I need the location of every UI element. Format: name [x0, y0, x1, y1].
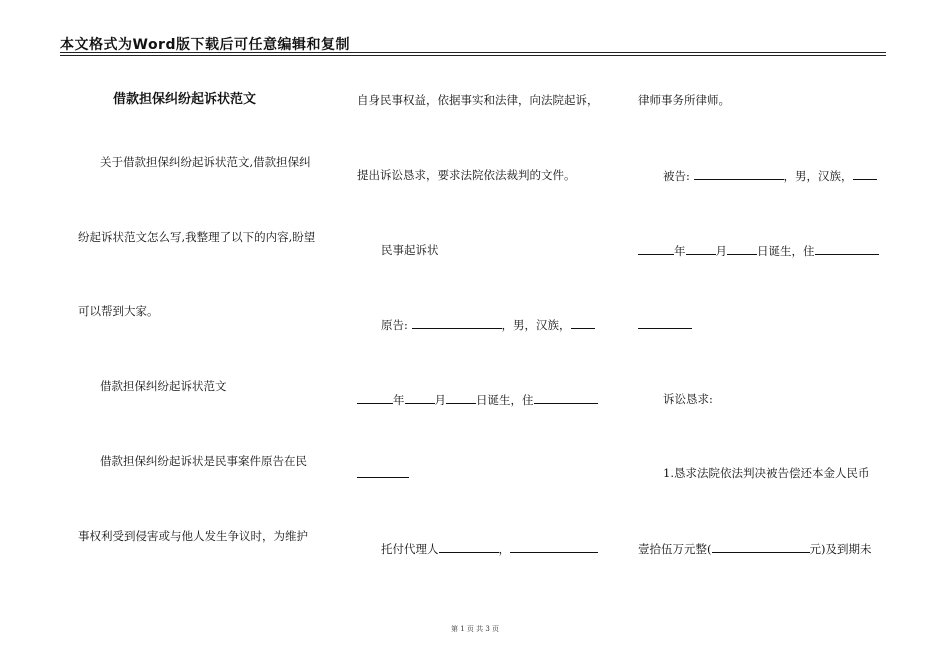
- fill-blank: [712, 541, 810, 553]
- header-rule-thin: [60, 55, 886, 56]
- agent-separator: ，: [498, 542, 510, 556]
- fill-blank: [412, 317, 502, 329]
- agent-label: 托付代理人: [381, 542, 439, 556]
- amount-tail: 元)及到期未: [809, 542, 872, 556]
- paragraph-line: 借款担保纠纷起诉状范文: [100, 379, 227, 393]
- year-label: 年: [393, 393, 405, 407]
- fill-blank: [727, 243, 757, 255]
- fill-blank: [638, 317, 692, 332]
- header-rule-thick: [60, 52, 886, 53]
- paragraph-line: 自身民事权益，依据事实和法律，向法院起诉，: [357, 93, 599, 107]
- birth-address-label: 日诞生，住: [757, 244, 815, 258]
- fill-blank: [439, 541, 499, 553]
- fill-blank: [510, 541, 598, 553]
- fill-blank: [357, 466, 409, 481]
- plaintiff-detail: ，男，汉族，: [501, 318, 571, 332]
- paragraph-line: 律师事务所律师。: [638, 93, 730, 107]
- birth-address-label: 日诞生，住: [476, 393, 534, 407]
- paragraph-line: 借款担保纠纷起诉状是民事案件原告在民: [100, 454, 307, 468]
- birth-line: [638, 243, 879, 258]
- paragraph-line: 纷起诉状范文怎么写,我整理了以下的内容,盼望: [78, 230, 316, 244]
- agent-line: [381, 541, 598, 556]
- doc-banner: 本文格式为Word版下载后可任意编辑和复制: [60, 37, 350, 53]
- fill-blank: [694, 168, 784, 180]
- plaintiff-line: [381, 317, 595, 332]
- fill-blank: [638, 243, 674, 255]
- fill-blank: [534, 392, 598, 404]
- month-label: 月: [434, 393, 446, 407]
- paragraph-line: 事权利受到侵害或与他人发生争议时，为维护: [78, 529, 308, 543]
- paragraph-line: 提出诉讼恳求，要求法院依法裁判的文件。: [357, 168, 576, 182]
- plaintiff-label: 原告:: [381, 318, 408, 332]
- page-footer: 第 1 页 共 3 页: [450, 625, 500, 633]
- fill-blank: [853, 168, 877, 180]
- defendant-line: [663, 168, 877, 183]
- section-heading: 民事起诉状: [381, 243, 439, 257]
- document-title: 借款担保纠纷起诉状范文: [113, 92, 257, 107]
- fill-blank: [815, 243, 879, 255]
- fill-blank: [686, 243, 716, 255]
- year-label: 年: [674, 244, 686, 258]
- birth-line: [357, 392, 598, 407]
- defendant-label: 被告:: [663, 169, 690, 183]
- month-label: 月: [715, 244, 727, 258]
- fill-blank: [405, 392, 435, 404]
- defendant-detail: ，男，汉族，: [783, 169, 853, 183]
- fill-blank: [357, 392, 393, 404]
- paragraph-line: 可以帮到大家。: [78, 304, 159, 318]
- amount-line: [638, 541, 872, 556]
- claims-heading: 诉讼恳求:: [663, 392, 713, 406]
- amount-label: 壹拾伍万元整(: [638, 542, 712, 556]
- fill-blank: [571, 317, 595, 329]
- fill-blank: [446, 392, 476, 404]
- paragraph-line: 关于借款担保纠纷起诉状范文,借款担保纠: [100, 155, 311, 169]
- paragraph-line: 1.恳求法院依法判决被告偿还本金人民币: [663, 466, 870, 480]
